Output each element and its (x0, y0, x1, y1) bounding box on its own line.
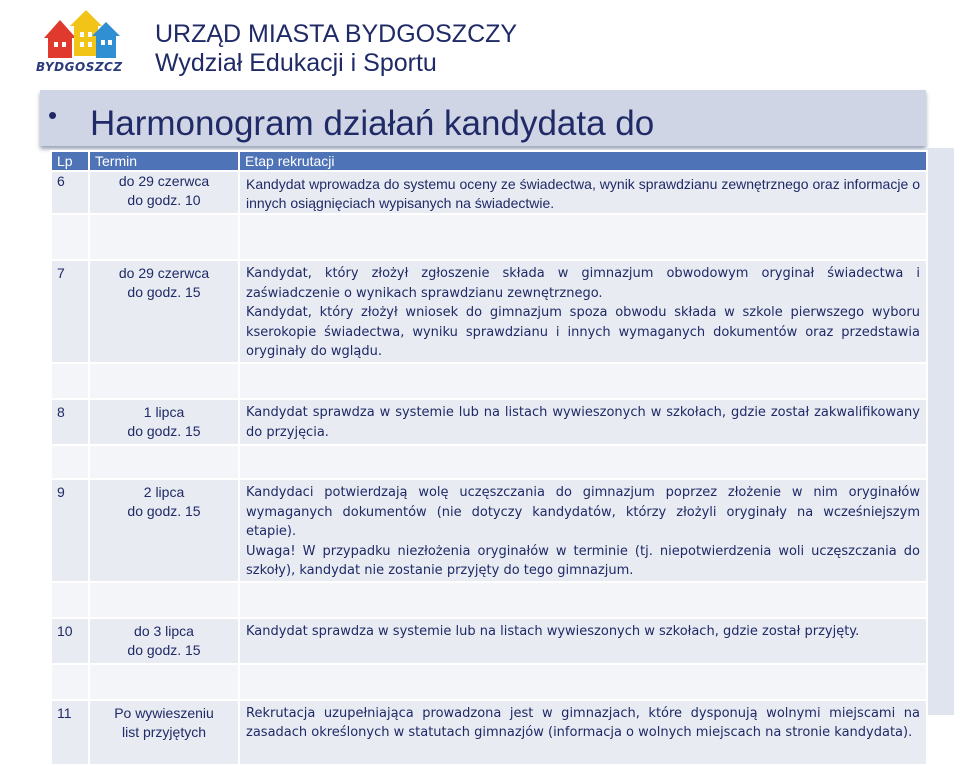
row-term (89, 260, 239, 363)
table-row (51, 479, 927, 582)
term-time: list przyjętych (121, 723, 207, 740)
term-date: do 29 czerwca (118, 173, 210, 189)
row-term (89, 399, 239, 445)
row-description: Rekrutacja uzupełniająca prowadzona jest w gimnazjach, które dysponują wolnymi miejscami na zasadach określonych w statutach gimnazjów (informacja o wolnych miejscach na stronie kandydata). (239, 700, 927, 765)
header-stage: Etap rekrutacji (239, 151, 927, 171)
description-part1: Kandydat, który złożył zgłoszenie składa w gimnazjum obwodowym oryginał świadectwa i zaświadczenie o wynikach sprawdzianu zewnętrznego. (246, 266, 920, 301)
row-term (89, 171, 239, 214)
row-description (239, 479, 927, 582)
row-description: Kandydat sprawdza w systemie lub na listach wywieszonych w szkołach, gdzie został przyjęty. (239, 618, 927, 664)
title-bar (40, 90, 926, 146)
table-row (51, 260, 927, 363)
row-lp: 6 (51, 171, 89, 214)
table-row (51, 171, 927, 214)
decorative-strip (926, 148, 954, 715)
term-date: 2 lipca (143, 484, 185, 500)
term-time: do godz. 15 (127, 503, 201, 519)
page-title: Harmonogram działań kandydata do (90, 104, 655, 143)
row-term (89, 700, 239, 765)
row-description: Kandydat wprowadza do systemu oceny ze świadectwa, wynik sprawdzianu zewnętrznego oraz informacje o innych osiągnięciach wypisanych na świadectwie. (239, 171, 927, 214)
row-description (239, 260, 927, 363)
description-part2: Kandydat, który złożył wniosek do gimnazjum spoza obwodu składa w szkole pierwszego wyboru kserokopie świadectwa, wyniku sprawdzianu i innych wymaganych dokumentów oraz przedstawia oryginały do wglądu. (246, 305, 920, 359)
row-lp: 7 (51, 260, 89, 363)
logo-text: BYDGOSZCZ (36, 60, 123, 74)
term-date: 1 lipca (143, 404, 185, 420)
bullet: • (48, 100, 58, 130)
table-spacer-row (51, 363, 927, 399)
table-spacer-row (51, 582, 927, 618)
term-date: Po wywieszeniu (114, 704, 214, 721)
row-description: Kandydat sprawdza w systemie lub na listach wywieszonych w szkołach, gdzie został zakwalifikowany do przyjęcia. (239, 399, 927, 445)
term-time: do godz. 15 (127, 284, 201, 300)
row-lp: 8 (51, 399, 89, 445)
term-date: do 29 czerwca (118, 265, 210, 281)
table-spacer-row (51, 445, 927, 479)
schedule-table (50, 150, 928, 766)
term-time: do godz. 15 (127, 423, 201, 439)
houses-icon (30, 10, 138, 60)
table-header-row (51, 151, 927, 171)
organization-header (155, 20, 517, 78)
table-row (51, 399, 927, 445)
table-spacer-row (51, 664, 927, 700)
term-date: do 3 lipca (134, 622, 194, 639)
description-part1: Kandydaci potwierdzają wolę uczęszczania do gimnazjum poprzez złożenie w nim oryginałów wymaganych dokumentów (nie dotyczy kandydatów, którzy złożyli oryginały na wcześniejszym etapie). (246, 485, 920, 539)
table-row (51, 618, 927, 664)
description-part2: Uwaga! W przypadku niezłożenia oryginałów w terminie (tj. niepotwierdzenia woli uczęszczania do szkoły), kandydat nie zostanie przyjęty do tego gimnazjum. (246, 543, 920, 578)
row-lp: 9 (51, 479, 89, 582)
org-name: URZĄD MIASTA BYDGOSZCZY (155, 20, 518, 48)
city-logo (30, 10, 138, 78)
row-term (89, 618, 239, 664)
row-term (89, 479, 239, 582)
header-term: Termin (89, 151, 239, 171)
table-row (51, 700, 927, 765)
table-spacer-row (51, 214, 927, 260)
row-lp: 11 (51, 700, 89, 765)
header-lp: Lp (51, 151, 89, 171)
org-department: Wydział Edukacji i Sportu (155, 49, 437, 77)
row-lp: 10 (51, 618, 89, 664)
term-time: do godz. 10 (127, 192, 201, 208)
term-time: do godz. 15 (127, 641, 201, 658)
